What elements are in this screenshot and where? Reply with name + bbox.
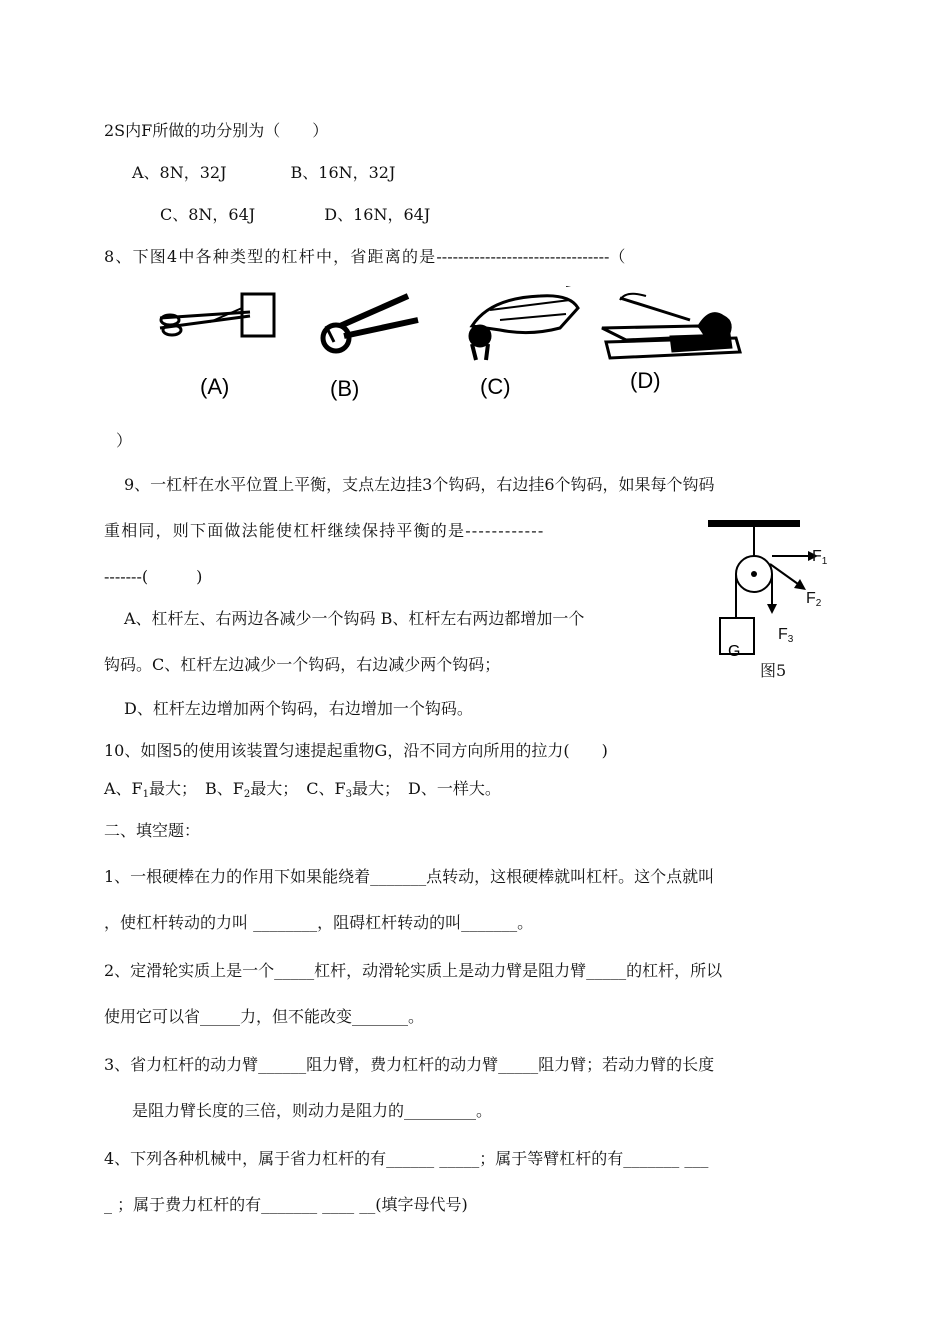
figure-5-caption: 图5 <box>760 661 787 680</box>
q9-line-4: A、杠杆左、右两边各减少一个钩码 B、杠杆左右两边都增加一个 <box>124 609 585 628</box>
tool-c-tongs <box>470 286 586 360</box>
q10-opt-b: 最大； B、F <box>149 779 244 798</box>
q10-options <box>104 778 501 806</box>
q10-opt-c: 最大； C、F <box>250 779 346 798</box>
label-a: (A) <box>200 374 230 399</box>
fill-3-line-1: 3、省力杠杆的动力臂______阻力臂，费力杠杆的动力臂_____阻力臂；若动力臂的长度 <box>104 1055 715 1074</box>
q7-stem-tail: 2S内F所做的功分别为（ ） <box>104 121 329 140</box>
tool-d-cutter <box>602 294 740 358</box>
label-c: (C) <box>480 374 511 399</box>
fill-2-line-2: 使用它可以省_____力，但不能改变_______。 <box>104 1007 425 1026</box>
force-f2-arrowhead <box>794 579 806 590</box>
fill-1-line-2: ，使杠杆转动的力叫 ________，阻碍杠杆转动的叫_______。 <box>104 913 534 932</box>
fill-4-line-2: _ ；属于费力杠杆的有_______ ____ __(填字母代号) <box>104 1195 468 1214</box>
label-f3-letter: F <box>778 626 788 643</box>
label-f2 <box>806 588 821 615</box>
q8-stem-text: 8、下图4中各种类型的杠杆中，省距离的是 <box>104 247 437 266</box>
q8-stem <box>104 246 625 268</box>
q10-sub-2: 2 <box>243 789 251 800</box>
label-d: (D) <box>630 368 661 393</box>
label-f2-sub: 2 <box>815 598 822 609</box>
figure-4-lever-tools <box>150 286 770 410</box>
tool-a-scissors <box>160 294 274 336</box>
label-f3 <box>778 624 793 651</box>
q9-line-6: D、杠杆左边增加两个钩码，右边增加一个钩码。 <box>124 699 473 718</box>
weight-label: G <box>728 643 741 660</box>
q7-options-cd: C、8N，64J D、16N，64J <box>160 205 431 224</box>
label-f2-letter: F <box>806 590 816 607</box>
q8-answer-dashes: --------------------------------（ <box>436 247 626 266</box>
label-f1-letter: F <box>812 548 822 565</box>
q10-opt-a: A、F <box>104 779 143 798</box>
q7-options-ab: A、8N，32J B、16N，32J <box>132 163 396 182</box>
fill-2-line-1: 2、定滑轮实质上是一个_____杠杆，动滑轮实质上是动力臂是阻力臂_____的杠杆，所以 <box>104 961 723 980</box>
tool-b-pliers <box>323 296 418 351</box>
force-f3-arrowhead <box>767 604 777 614</box>
label-f3-sub: 3 <box>787 634 794 645</box>
section-2-heading: 二、填空题： <box>104 821 201 840</box>
q9-line-2: 重相同，则下面做法能使杠杆继续保持平衡的是------------ <box>104 521 545 540</box>
label-f1-sub: 1 <box>821 556 828 567</box>
q8-close-paren: ） <box>116 431 133 450</box>
q9-line-1: 9、一杠杆在水平位置上平衡，支点左边挂3个钩码，右边挂6个钩码，如果每个钩码 <box>124 475 715 494</box>
force-f2-line <box>770 564 798 584</box>
q10-sub-1: 1 <box>142 789 150 800</box>
ceiling-bar <box>708 520 800 527</box>
fill-3-line-2: 是阻力臂长度的三倍，则动力是阻力的_________。 <box>132 1101 493 1120</box>
fill-4-line-1: 4、下列各种机械中，属于省力杠杆的有______ _____；属于等臂杠杆的有_______ ___ <box>104 1149 709 1168</box>
label-f1 <box>812 546 827 573</box>
q9-line-5: 钩码。C、杠杆左边减少一个钩码，右边减少两个钩码； <box>104 655 501 674</box>
pulley-axle <box>751 571 757 577</box>
fill-1-line-1: 1、一根硬棒在力的作用下如果能绕着_______点转动，这根硬棒就叫杠杆。这个点就叫 <box>104 867 715 886</box>
label-b: (B) <box>330 376 360 401</box>
q10-stem: 10、如图5的使用该装置匀速提起重物G，沿不同方向所用的拉力( ) <box>104 741 608 760</box>
q10-opt-d: 最大； D、一样大。 <box>352 779 501 798</box>
q9-line-3: -------( ) <box>104 567 203 586</box>
q10-sub-3: 3 <box>345 789 353 800</box>
